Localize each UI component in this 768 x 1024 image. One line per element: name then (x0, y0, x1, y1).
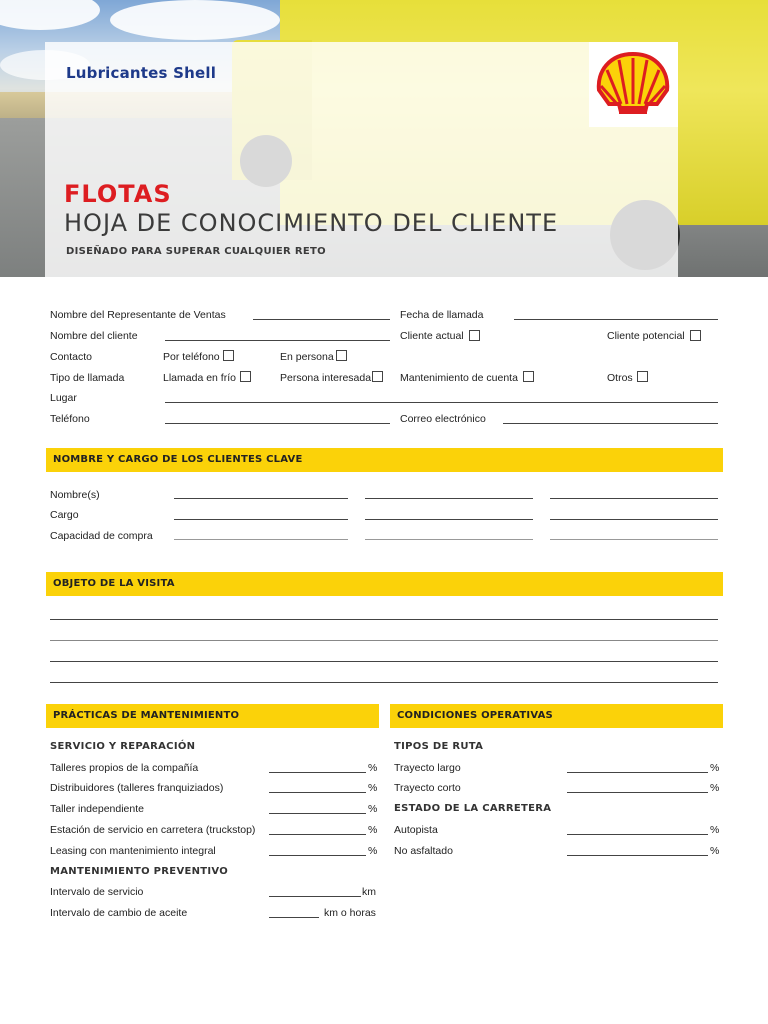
client-field[interactable] (165, 340, 390, 341)
name-field[interactable] (174, 498, 348, 499)
potential-client-label: Cliente potencial (607, 330, 685, 342)
percent-sign: % (368, 782, 378, 794)
shell-logo (589, 42, 678, 127)
current-client-checkbox[interactable] (469, 330, 480, 341)
route-item: Trayecto largo (394, 762, 461, 774)
position-field[interactable] (174, 519, 348, 520)
by-phone-label: Por teléfono (163, 351, 220, 363)
key-clients-heading: NOMBRE Y CARGO DE LOS CLIENTES CLAVE (53, 454, 303, 465)
shell-pecten-icon (589, 42, 678, 127)
service-heading: SERVICIO Y REPARACIÓN (50, 741, 196, 752)
purchasing-field[interactable] (174, 539, 348, 540)
others-checkbox[interactable] (637, 371, 648, 382)
visit-line[interactable] (50, 682, 718, 683)
brand-name: Lubricantes Shell (66, 64, 217, 82)
route-heading: TIPOS DE RUTA (394, 741, 484, 752)
potential-client-checkbox[interactable] (690, 330, 701, 341)
maint-item: Talleres propios de la compañía (50, 762, 199, 774)
percent-sign: % (710, 782, 720, 794)
visit-heading: OBJETO DE LA VISITA (53, 578, 175, 589)
cold-call-checkbox[interactable] (240, 371, 251, 382)
service-interval-field[interactable] (269, 896, 361, 897)
visit-line[interactable] (50, 619, 718, 620)
cloud (110, 0, 280, 40)
email-label: Correo electrónico (400, 413, 486, 425)
phone-field[interactable] (165, 423, 390, 424)
road-pct-field[interactable] (567, 834, 708, 835)
cloud (0, 0, 100, 30)
current-client-label: Cliente actual (400, 330, 464, 342)
oil-interval-field[interactable] (269, 917, 319, 918)
interested-checkbox[interactable] (372, 371, 383, 382)
position-label: Cargo (50, 509, 79, 521)
maint-pct-field[interactable] (269, 834, 366, 835)
account-maint-label: Mantenimiento de cuenta (400, 372, 518, 384)
percent-sign: % (368, 845, 378, 857)
place-field[interactable] (165, 402, 718, 403)
call-type-label: Tipo de llamada (50, 372, 125, 384)
by-phone-checkbox[interactable] (223, 350, 234, 361)
visit-line[interactable] (50, 661, 718, 662)
purchasing-field[interactable] (550, 539, 718, 540)
maint-item: Distribuidores (talleres franquiziados) (50, 782, 224, 794)
purchasing-power-label: Capacidad de compra (50, 530, 153, 542)
interested-label: Persona interesada (280, 372, 372, 384)
names-label: Nombre(s) (50, 489, 100, 501)
route-item: Trayecto corto (394, 782, 461, 794)
road-heading: ESTADO DE LA CARRETERA (394, 803, 552, 814)
road-pct-field[interactable] (567, 855, 708, 856)
rep-field[interactable] (253, 319, 390, 320)
maintenance-heading: PRÁCTICAS DE MANTENIMIENTO (53, 710, 240, 721)
name-field[interactable] (365, 498, 533, 499)
operating-header (390, 704, 723, 728)
contact-label: Contacto (50, 351, 93, 363)
place-label: Lugar (50, 392, 77, 404)
cold-call-label: Llamada en frío (163, 372, 236, 384)
date-label: Fecha de llamada (400, 309, 484, 321)
percent-sign: % (710, 845, 720, 857)
visit-line[interactable] (50, 640, 718, 641)
maint-pct-field[interactable] (269, 792, 366, 793)
date-field[interactable] (514, 319, 718, 320)
maint-item: Estación de servicio en carretera (truckstop) (50, 824, 256, 836)
name-field[interactable] (550, 498, 718, 499)
maint-pct-field[interactable] (269, 813, 366, 814)
page-title: HOJA DE CONOCIMIENTO DEL CLIENTE (64, 209, 559, 237)
preventive-heading: MANTENIMIENTO PREVENTIVO (50, 866, 229, 877)
percent-sign: % (368, 824, 378, 836)
key-clients-header (46, 448, 723, 472)
page-title-flotas: FLOTAS (64, 180, 172, 208)
route-pct-field[interactable] (567, 792, 708, 793)
maint-pct-field[interactable] (269, 772, 366, 773)
route-pct-field[interactable] (567, 772, 708, 773)
in-person-checkbox[interactable] (336, 350, 347, 361)
visit-header (46, 572, 723, 596)
position-field[interactable] (365, 519, 533, 520)
maint-item: Taller independiente (50, 803, 144, 815)
oil-interval-label: Intervalo de cambio de aceite (50, 907, 188, 919)
phone-label: Teléfono (50, 413, 90, 425)
rep-label: Nombre del Representante de Ventas (50, 309, 226, 321)
purchasing-field[interactable] (365, 539, 533, 540)
operating-heading: CONDICIONES OPERATIVAS (397, 710, 553, 721)
maintenance-header (46, 704, 379, 728)
road-item: Autopista (394, 824, 438, 836)
account-maint-checkbox[interactable] (523, 371, 534, 382)
percent-sign: % (368, 762, 378, 774)
maint-item: Leasing con mantenimiento integral (50, 845, 216, 857)
percent-sign: % (368, 803, 378, 815)
maint-pct-field[interactable] (269, 855, 366, 856)
in-person-label: En persona (280, 351, 334, 363)
position-field[interactable] (550, 519, 718, 520)
road-item: No asfaltado (394, 845, 453, 857)
others-label: Otros (607, 372, 633, 384)
percent-sign: % (710, 762, 720, 774)
km-or-hours-unit: km o horas (324, 907, 376, 919)
email-field[interactable] (503, 423, 718, 424)
client-label: Nombre del cliente (50, 330, 138, 342)
km-unit: km (362, 886, 376, 898)
tagline: DISEÑADO PARA SUPERAR CUALQUIER RETO (66, 246, 326, 257)
percent-sign: % (710, 824, 720, 836)
service-interval-label: Intervalo de servicio (50, 886, 144, 898)
